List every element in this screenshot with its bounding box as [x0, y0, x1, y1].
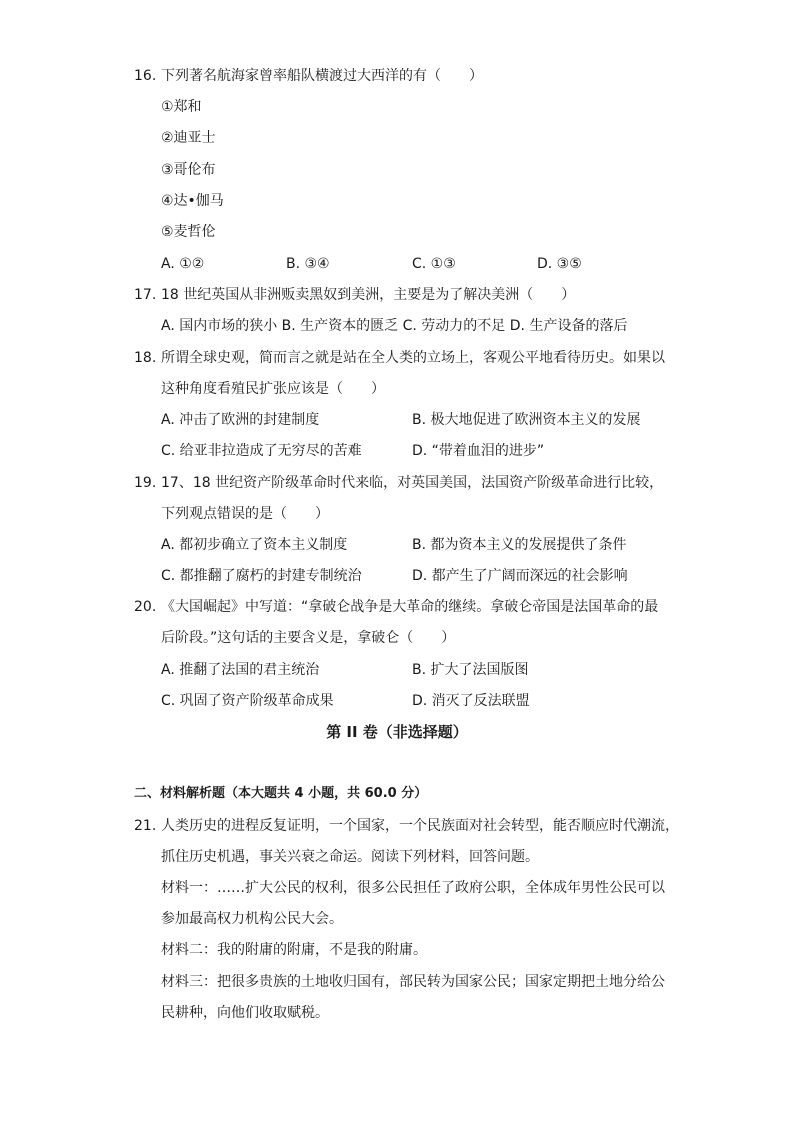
q18-option-d: D. “带着血泪的进步” [412, 443, 545, 459]
q16-option-c: C. ①③ [412, 256, 456, 272]
q18-option-b: B. 极大地促进了欧洲资本主义的发展 [412, 412, 641, 428]
section-heading-materials: 二、材料解析题（本大题共 4 小题，共 60.0 分） [134, 786, 428, 801]
question-21-stem-line-1: 人类历史的进程反复证明，一个国家，一个民族面对社会转型，能否顺应时代潮流， [161, 818, 679, 834]
question-20-stem-line-2: 后阶段。”这句话的主要含义是，拿破仑（ ） [161, 630, 456, 646]
question-19-stem-line-1: 17、18 世纪资产阶级革命时代来临，对英国美国，法国资产阶级革命进行比较， [161, 475, 664, 491]
part-2-title: 第 II 卷（非选择题） [326, 723, 468, 741]
q17-options: A. 国内市场的狭小 B. 生产资本的匮乏 C. 劳动力的不足 D. 生产设备的落后 [161, 318, 628, 334]
question-number-18: 18. [134, 350, 157, 366]
q16-option-b: B. ③④ [286, 256, 330, 272]
question-19-stem-line-2: 下列观点错误的是（ ） [161, 506, 329, 522]
material-2: 材料二：我的附庸的附庸，不是我的附庸。 [161, 942, 427, 958]
q19-option-a: A. 都初步确立了资本主义制度 [161, 537, 348, 553]
q19-option-d: D. 都产生了广阔而深远的社会影响 [412, 568, 628, 584]
question-17-stem: 18 世纪英国从非洲贩卖黑奴到美洲，主要是为了解决美洲（ ） [161, 287, 576, 303]
q16-item-3: ③哥伦布 [161, 162, 216, 178]
question-20-stem-line-1: 《大国崛起》中写道：“拿破仑战争是大革命的继续。拿破仑帝国是法国革命的最 [161, 599, 659, 615]
question-21-stem-line-2: 抓住历史机遇，事关兴衰之命运。阅读下列材料，回答问题。 [161, 849, 539, 865]
q19-option-c: C. 都推翻了腐朽的封建专制统治 [161, 568, 362, 584]
q19-option-b: B. 都为资本主义的发展提供了条件 [412, 537, 627, 553]
material-1-line-1: 材料一：……扩大公民的权利，很多公民担任了政府公职，全体成年男性公民可以 [161, 880, 665, 896]
question-number-20: 20. [134, 599, 157, 615]
question-number-16: 16. [134, 68, 157, 84]
question-number-17: 17. [134, 287, 157, 303]
q18-option-a: A. 冲击了欧洲的封建制度 [161, 412, 320, 428]
question-16-stem: 下列著名航海家曾率船队横渡过大西洋的有（ ） [161, 68, 483, 84]
q20-option-a: A. 推翻了法国的君主统治 [161, 662, 320, 678]
material-3-line-2: 民耕种，向他们收取赋税。 [161, 1005, 329, 1021]
question-number-19: 19. [134, 475, 157, 491]
q16-option-a: A. ①② [161, 256, 205, 272]
material-1-line-2: 参加最高权力机构公民大会。 [161, 911, 343, 927]
q16-item-5: ⑤麦哲伦 [161, 224, 216, 240]
q16-item-2: ②迪亚士 [161, 130, 216, 146]
question-number-21: 21. [134, 818, 157, 834]
material-3-line-1: 材料三：把很多贵族的土地收归国有，部民转为国家公民；国家定期把土地分给公 [161, 974, 665, 990]
q16-option-d: D. ③⑤ [537, 256, 582, 272]
q16-item-1: ①郑和 [161, 99, 202, 115]
q20-option-b: B. 扩大了法国版图 [412, 662, 529, 678]
q18-option-c: C. 给亚非拉造成了无穷尽的苦难 [161, 443, 362, 459]
q20-option-c: C. 巩固了资产阶级革命成果 [161, 693, 334, 709]
q20-option-d: D. 消灭了反法联盟 [412, 693, 530, 709]
question-18-stem-line-2: 这种角度看殖民扩张应该是（ ） [161, 381, 385, 397]
q16-item-4: ④达•伽马 [161, 193, 224, 209]
question-18-stem-line-1: 所谓全球史观，简而言之就是站在全人类的立场上，客观公平地看待历史。如果以 [161, 350, 665, 366]
